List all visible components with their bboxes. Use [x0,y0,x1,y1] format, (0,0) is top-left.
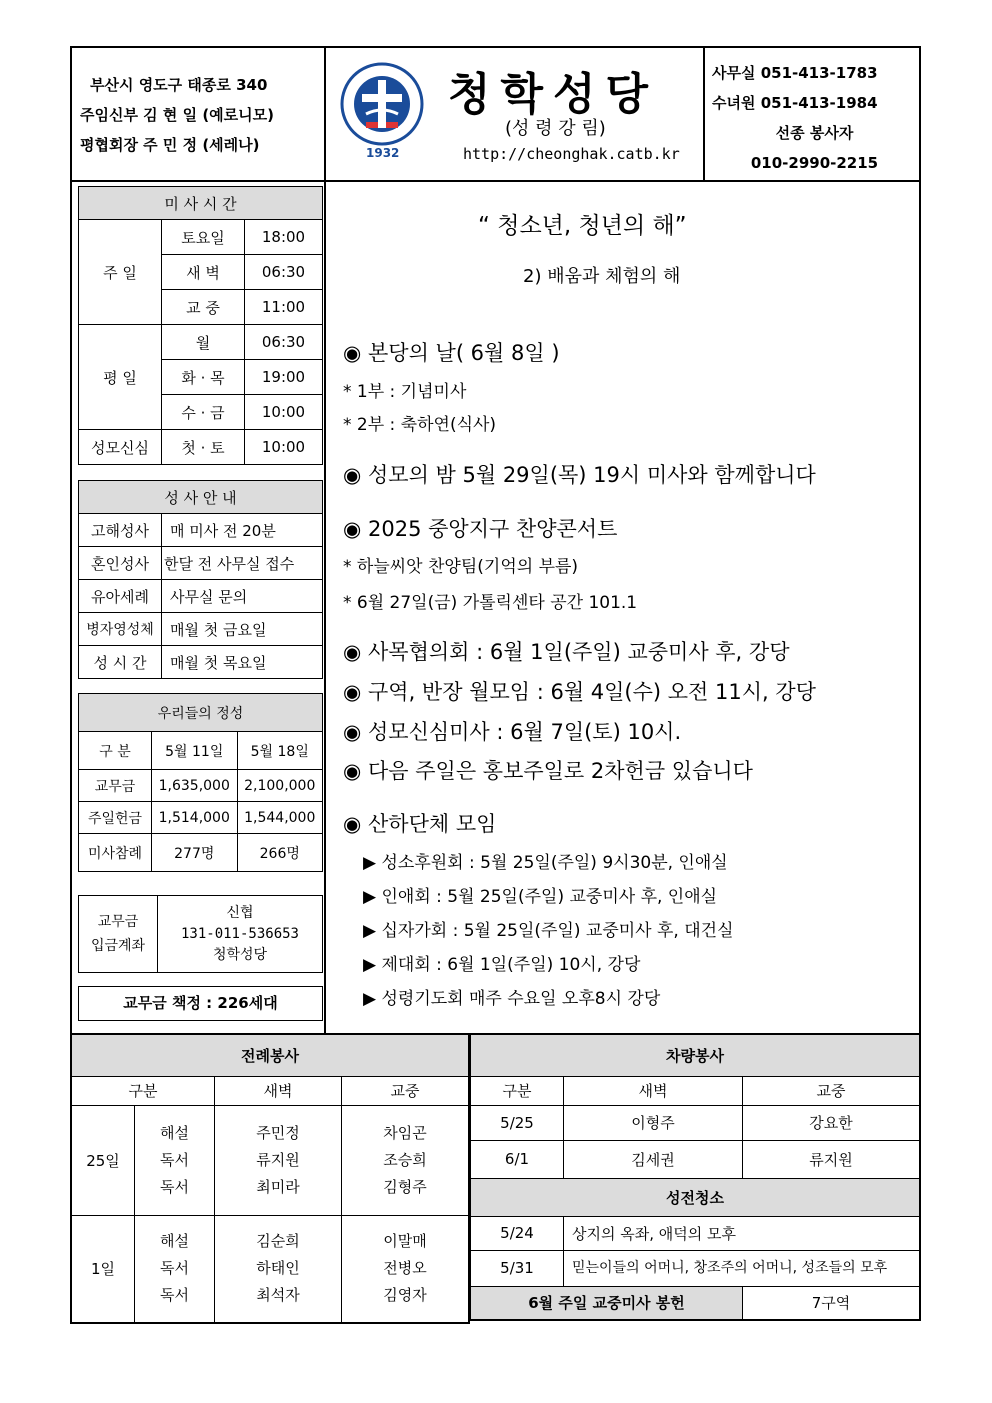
vehicle-date: 5/25 [470,1105,564,1140]
vehicle-header: 구분 [470,1076,564,1105]
marian-label: 성모신심 [79,430,162,465]
church-url[interactable]: http://cheonghak.catb.kr [463,145,680,163]
mass-day: 교 중 [162,290,245,325]
announcement-note: * 2부 : 축하연(식사) [343,415,497,435]
vehicle-title: 차량봉사 [470,1034,920,1076]
offering-label: 주일헌금 [79,802,152,834]
tithe-box [78,986,323,1021]
announcement-bullet: ◉ 본당의 날( 6월 8일 ) [343,341,560,365]
group-meeting: ▶ 성소후원회 : 5월 25일(주일) 9시30분, 인애실 [363,853,728,873]
mass-day: 수 · 금 [162,395,245,430]
sacrament-name: 유아세례 [79,580,162,613]
liturgy-main [342,1215,470,1323]
announcement-bullet: ◉ 산하단체 모임 [343,812,497,836]
account-table [78,895,323,973]
liturgy-dawn [215,1215,342,1323]
cleaning-date: 5/31 [470,1250,564,1286]
announcement-note: * 6월 27일(금) 가톨릭센타 공간 101.1 [343,593,638,613]
announcement-note: * 1부 : 기념미사 [343,382,467,402]
cleaning-title: 성전청소 [470,1178,920,1216]
liturgy-roles [135,1105,215,1215]
vehicle-date: 6/1 [470,1140,564,1178]
announcement-note: * 하늘씨앗 찬양팀(기억의 부름) [343,557,579,577]
offerings-title: 우리들의 정성 [79,694,323,732]
body-divider [324,180,326,1035]
sacrament-info: 사무실 문의 [162,580,323,613]
feast-name: (성 령 강 림) [505,118,606,139]
liturgy-person: 김순희 [256,1232,300,1251]
account-label [79,896,158,973]
liturgy-role: 독서 [160,1177,189,1196]
offerings-table [78,693,323,872]
group-meeting: ▶ 성령기도회 매주 수요일 오후8시 강당 [363,989,661,1009]
liturgy-title: 전례봉사 [71,1034,469,1076]
missionary-label: 선종 봉사자 [775,124,854,142]
liturgy-person: 최석자 [256,1286,300,1305]
liturgy-person: 하태인 [256,1259,300,1278]
mass-day: 화 · 목 [162,360,245,395]
mass-time: 18:00 [245,220,323,255]
subtheme: 2) 배움과 체험의 해 [523,266,681,287]
pastor-name: 주임신부 김 현 일 (예로니모) [80,106,274,124]
church-address: 부산시 영도구 태종로 340 [90,76,268,94]
mass-times-table [78,186,323,465]
weekday-label: 평 일 [79,325,162,430]
announcement-bullet: ◉ 성모의 밤 5월 29일(목) 19시 미사와 함께합니다 [343,463,816,487]
offering-value: 1,635,000 [152,770,238,802]
vehicle-header: 새벽 [564,1076,743,1105]
council-president: 평협회장 주 민 정 (세레나) [80,136,260,154]
sacraments-title: 성 사 안 내 [79,481,323,514]
sacrament-info: 매 미사 전 20분 [162,514,323,547]
group-meeting: ▶ 십자가회 : 5월 25일(주일) 교중미사 후, 대건실 [363,921,734,941]
announcements [343,0,918,1030]
mass-time: 10:00 [245,430,323,465]
mass-day: 토요일 [162,220,245,255]
cleaning-group: 믿는이들의 어머니, 창조주의 어머니, 성조들의 모후 [564,1250,921,1286]
sacraments-table [78,480,323,679]
vehicle-main: 강요한 [743,1105,921,1140]
offering-value: 1,544,000 [237,802,323,834]
liturgy-role: 독서 [160,1150,189,1169]
liturgy-person: 류지원 [256,1150,300,1169]
header-divider-left [324,46,326,182]
liturgy-person: 최미라 [256,1177,300,1196]
convent-phone: 수녀원 051-413-1984 [712,94,878,112]
account-number: 131-011-536653 [180,925,299,942]
mass-times-title: 미 사 시 간 [79,187,323,220]
logo-year: 1932 [366,146,400,160]
mass-day: 새 벽 [162,255,245,290]
sacrament-info: 매월 첫 목요일 [162,646,323,679]
account-holder: 청학성당 [212,946,268,963]
mass-time: 10:00 [245,395,323,430]
account-label-1: 교무금 [97,914,139,930]
mass-time: 06:30 [245,325,323,360]
sacrament-name: 혼인성사 [79,547,162,580]
sacrament-name: 성 시 간 [79,646,162,679]
liturgy-role: 해설 [160,1123,189,1142]
vehicle-main: 류지원 [743,1140,921,1178]
account-details [158,896,323,973]
liturgy-person: 전병오 [383,1259,427,1278]
header-info [80,70,320,160]
group-meeting: ▶ 제대회 : 6월 1일(주일) 10시, 강당 [363,955,641,975]
liturgy-dawn [215,1105,342,1215]
liturgy-date: 1일 [71,1215,135,1323]
liturgy-header: 새벽 [215,1076,342,1105]
offering-value: 266명 [237,834,323,872]
liturgy-person: 이말매 [383,1232,427,1251]
theme-title: “ 청소년, 청년의 해” [478,213,687,239]
offering-label: 교무금 [79,770,152,802]
liturgy-person: 차임곤 [383,1123,427,1142]
liturgy-person: 김형주 [383,1177,427,1196]
liturgy-header: 구분 [71,1076,215,1105]
office-phone: 사무실 051-413-1783 [712,64,878,82]
account-label-2: 입금계좌 [90,938,146,954]
mass-time: 19:00 [245,360,323,395]
church-name: 청학성당 [448,69,659,120]
tithe-count: 교무금 책정 : 226세대 [123,994,278,1012]
liturgy-date: 25일 [71,1105,135,1215]
offering-value: 277명 [152,834,238,872]
announcement-bullet: ◉ 성모신심미사 : 6월 7일(토) 10시. [343,720,682,744]
liturgy-role: 해설 [160,1232,189,1251]
mass-time: 11:00 [245,290,323,325]
offering-label: 6월 주일 교중미사 봉헌 [470,1286,743,1320]
liturgy-roles [135,1215,215,1323]
offering-header: 5월 11일 [152,732,238,770]
missionary-phone: 010-2990-2215 [750,154,879,172]
mass-day: 첫 · 토 [162,430,245,465]
liturgy-main [342,1105,470,1215]
announcement-bullet: ◉ 사목협의회 : 6월 1일(주일) 교중미사 후, 강당 [343,640,790,664]
announcement-bullet: ◉ 다음 주일은 홍보주일로 2차헌금 있습니다 [343,759,753,783]
sacrament-name: 고해성사 [79,514,162,547]
cleaning-group: 상지의 옥좌, 애덕의 모후 [564,1216,921,1250]
liturgy-person: 조승희 [383,1150,427,1169]
group-meeting: ▶ 인애회 : 5월 25일(주일) 교중미사 후, 인애실 [363,887,718,907]
liturgy-table [70,1033,470,1324]
service-table [469,1033,921,1321]
account-bank: 신협 [226,904,254,921]
liturgy-person: 김영자 [383,1286,427,1305]
announcement-bullet: ◉ 구역, 반장 월모임 : 6월 4일(수) 오전 11시, 강당 [343,680,816,704]
sacrament-info: 한달 전 사무실 접수 [162,547,323,580]
offering-header: 5월 18일 [237,732,323,770]
sunday-label: 주 일 [79,220,162,325]
offering-value: 1,514,000 [152,802,238,834]
liturgy-role: 독서 [160,1286,189,1305]
cleaning-date: 5/24 [470,1216,564,1250]
offering-label: 미사참례 [79,834,152,872]
vehicle-dawn: 이형주 [564,1105,743,1140]
sacrament-name: 병자영성체 [79,613,162,646]
offering-value: 2,100,000 [237,770,323,802]
offering-header: 구 분 [79,732,152,770]
sacrament-info: 매월 첫 금요일 [162,613,323,646]
announcement-bullet: ◉ 2025 중앙지구 찬양콘서트 [343,517,618,541]
mass-day: 월 [162,325,245,360]
liturgy-header: 교중 [342,1076,470,1105]
vehicle-dawn: 김세권 [564,1140,743,1178]
liturgy-person: 주민정 [256,1123,300,1142]
offering-district: 7구역 [743,1286,921,1320]
vehicle-header: 교중 [743,1076,921,1105]
mass-time: 06:30 [245,255,323,290]
liturgy-role: 독서 [160,1259,189,1278]
